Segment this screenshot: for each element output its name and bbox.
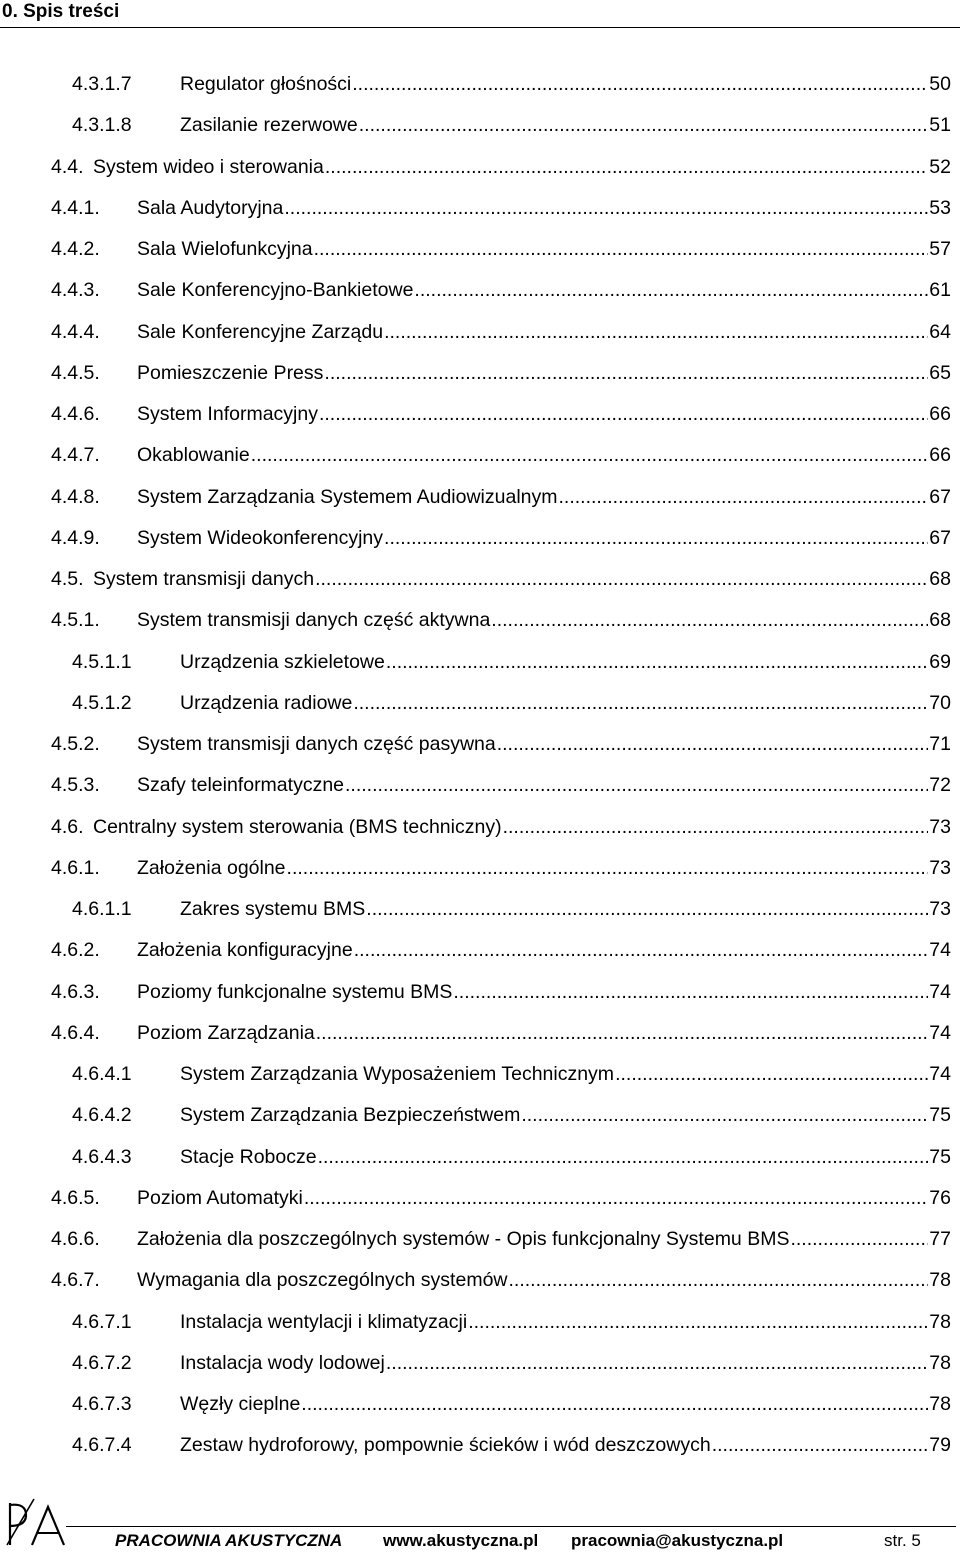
toc-entry-title: Zasilanie rezerwowe — [180, 114, 358, 136]
toc-entry-number: 4.6.6. — [51, 1228, 100, 1250]
page-header — [0, 0, 960, 30]
toc-entry-page: 61 — [929, 279, 951, 301]
toc-entry-title: Urządzenia radiowe — [180, 692, 353, 714]
toc-entry-page: 68 — [929, 568, 951, 590]
toc-entry-page: 73 — [929, 816, 951, 838]
toc-entry[interactable] — [72, 64, 951, 105]
toc-entry-page: 78 — [929, 1269, 951, 1291]
toc-entry-page: 75 — [929, 1104, 951, 1126]
toc-dot-leader — [324, 353, 928, 394]
toc-entry-number: 4.6.7.1 — [72, 1311, 132, 1333]
toc-entry-page: 72 — [929, 774, 951, 796]
toc-entry-number: 4.6.7.2 — [72, 1352, 132, 1374]
toc-dot-leader — [359, 105, 929, 146]
toc-dot-leader — [386, 642, 928, 683]
toc-entry-number: 4.6.7. — [51, 1269, 100, 1291]
toc-entry-page: 68 — [929, 609, 951, 631]
toc-dot-leader — [521, 1095, 928, 1136]
toc-entry-number: 4.4.8. — [51, 486, 100, 508]
toc-dot-leader — [384, 312, 928, 353]
toc-entry-page: 73 — [929, 898, 951, 920]
toc-entry-page: 76 — [929, 1187, 951, 1209]
toc-dot-leader — [352, 64, 928, 105]
toc-entry-number: 4.5.2. — [51, 733, 100, 755]
toc-entry-title: Sale Konferencyjne Zarządu — [137, 321, 384, 343]
toc-entry-number: 4.6.5. — [51, 1187, 100, 1209]
toc-entry[interactable] — [51, 807, 951, 848]
toc-entry[interactable] — [51, 477, 951, 518]
toc-entry-number: 4.5.3. — [51, 774, 100, 796]
toc-entry-page: 67 — [929, 527, 951, 549]
toc-dot-leader — [251, 435, 929, 476]
toc-entry-page: 74 — [929, 1022, 951, 1044]
toc-entry-page: 79 — [929, 1434, 951, 1456]
toc-entry[interactable] — [51, 270, 951, 311]
toc-entry-number: 4.6.1. — [51, 857, 100, 879]
toc-entry-title: Założenia dla poszczególnych systemów - Opis funkcjonalny Systemu BMS — [137, 1228, 790, 1250]
toc-dot-leader — [497, 724, 929, 765]
footer-email-link[interactable]: pracownia@akustyczna.pl — [571, 1531, 784, 1550]
toc-entry[interactable] — [72, 1384, 951, 1425]
toc-entry[interactable] — [51, 559, 951, 600]
toc-entry-number: 4.4.3. — [51, 279, 100, 301]
toc-entry-page: 78 — [929, 1393, 951, 1415]
toc-entry[interactable] — [72, 1425, 951, 1466]
toc-entry-number: 4.4.5. — [51, 362, 100, 384]
toc-entry-page: 70 — [929, 692, 951, 714]
toc-entry[interactable] — [51, 188, 951, 229]
toc-entry[interactable] — [51, 229, 951, 270]
toc-entry[interactable] — [72, 105, 951, 146]
toc-entry-number: 4.4.4. — [51, 321, 100, 343]
toc-entry-title: System Zarządzania Wyposażeniem Technicznym — [180, 1063, 615, 1085]
toc-entry-title: Poziom Automatyki — [137, 1187, 303, 1209]
toc-entry-title: Szafy teleinformatyczne — [137, 774, 345, 796]
toc-entry-title: Zakres systemu BMS — [180, 898, 366, 920]
footer-website-link[interactable]: www.akustyczna.pl — [383, 1531, 539, 1550]
toc-dot-leader — [386, 1343, 928, 1384]
toc-dot-leader — [325, 147, 928, 188]
toc-entry-title: System Zarządzania Bezpieczeństwem — [180, 1104, 521, 1126]
toc-dot-leader — [345, 765, 928, 806]
toc-dot-leader — [414, 270, 928, 311]
toc-dot-leader — [316, 1013, 929, 1054]
toc-entry[interactable] — [51, 1178, 951, 1219]
toc-entry[interactable] — [72, 1137, 951, 1178]
toc-entry-number: 4.5.1.2 — [72, 692, 132, 714]
toc-entry[interactable] — [72, 683, 951, 724]
toc-entry[interactable] — [51, 518, 951, 559]
toc-dot-leader — [319, 394, 928, 435]
footer-organization: PRACOWNIA AKUSTYCZNA — [115, 1531, 343, 1550]
toc-dot-leader — [354, 930, 929, 971]
toc-dot-leader — [366, 889, 928, 930]
toc-entry[interactable] — [51, 765, 951, 806]
toc-dot-leader — [301, 1384, 928, 1425]
toc-entry-page: 53 — [929, 197, 951, 219]
toc-dot-leader — [453, 972, 928, 1013]
toc-entry[interactable] — [51, 394, 951, 435]
toc-entry-title: Pomieszczenie Press — [137, 362, 324, 384]
toc-dot-leader — [712, 1425, 929, 1466]
toc-entry-page: 77 — [929, 1228, 951, 1250]
toc-entry-page: 78 — [929, 1311, 951, 1333]
pracownia-akustyczna-logo — [4, 1497, 68, 1547]
toc-entry-title: Węzły cieplne — [180, 1393, 301, 1415]
toc-entry[interactable] — [51, 930, 951, 971]
toc-entry[interactable] — [51, 724, 951, 765]
toc-dot-leader — [384, 518, 928, 559]
toc-dot-leader — [315, 559, 928, 600]
toc-entry-page: 71 — [929, 733, 951, 755]
toc-dot-leader — [314, 229, 929, 270]
toc-dot-leader — [304, 1178, 928, 1219]
toc-entry-title: Sale Konferencyjno-Bankietowe — [137, 279, 414, 301]
toc-entry-page: 66 — [929, 444, 951, 466]
toc-entry[interactable] — [51, 147, 951, 188]
toc-entry[interactable] — [72, 1343, 951, 1384]
header-divider — [0, 27, 960, 28]
toc-entry-title: Sala Wielofunkcyjna — [137, 238, 313, 260]
toc-entry-title: Regulator głośności — [180, 73, 352, 95]
toc-entry-number: 4.6.7.3 — [72, 1393, 132, 1415]
toc-entry-title: Stacje Robocze — [180, 1146, 317, 1168]
toc-entry-page: 67 — [929, 486, 951, 508]
toc-entry-number: 4.4.2. — [51, 238, 100, 260]
toc-entry-page: 69 — [929, 651, 951, 673]
toc-dot-leader — [468, 1302, 928, 1343]
toc-entry-title: Zestaw hydroforowy, pompownie ścieków i wód deszczowych — [180, 1434, 711, 1456]
toc-entry-number: 4.6.4. — [51, 1022, 100, 1044]
toc-entry-page: 74 — [929, 981, 951, 1003]
toc-entry-page: 57 — [929, 238, 951, 260]
toc-entry-title: Sala Audytoryjna — [137, 197, 284, 219]
toc-entry-title: System Wideokonferencyjny — [137, 527, 384, 549]
toc-entry[interactable] — [51, 1219, 951, 1260]
toc-dot-leader — [503, 807, 929, 848]
toc-entry[interactable] — [51, 1260, 951, 1301]
toc-entry-title: Założenia konfiguracyjne — [137, 939, 353, 961]
toc-entry-number: 4.5.1. — [51, 609, 100, 631]
toc-entry-page: 73 — [929, 857, 951, 879]
toc-entry-number: 4.6.1.1 — [72, 898, 132, 920]
toc-entry-number: 4.3.1.7 — [72, 73, 132, 95]
toc-dot-leader — [559, 477, 929, 518]
toc-entry-page: 65 — [929, 362, 951, 384]
toc-entry-title: Założenia ogólne — [137, 857, 286, 879]
toc-entry-number: 4.6.3. — [51, 981, 100, 1003]
toc-entry-number: 4.6. — [51, 816, 84, 838]
toc-entry[interactable] — [51, 972, 951, 1013]
toc-entry-page: 78 — [929, 1352, 951, 1374]
toc-entry[interactable] — [72, 1095, 951, 1136]
toc-entry-page: 75 — [929, 1146, 951, 1168]
toc-entry-number: 4.6.2. — [51, 939, 100, 961]
footer-divider — [66, 1526, 956, 1527]
toc-entry-title: System transmisji danych — [93, 568, 315, 590]
toc-entry-number: 4.5.1.1 — [72, 651, 132, 673]
toc-entry[interactable] — [51, 600, 951, 641]
page-footer — [0, 1495, 960, 1555]
toc-entry-title: System wideo i sterowania — [93, 156, 324, 178]
toc-entry-title: Centralny system sterowania (BMS techniczny) — [93, 816, 502, 838]
toc-entry-title: System Zarządzania Systemem Audiowizualnym — [137, 486, 558, 508]
toc-entry-title: Instalacja wody lodowej — [180, 1352, 385, 1374]
toc-dot-leader — [287, 848, 929, 889]
toc-entry[interactable] — [51, 848, 951, 889]
toc-entry-number: 4.6.4.1 — [72, 1063, 132, 1085]
toc-entry-title: Instalacja wentylacji i klimatyzacji — [180, 1311, 468, 1333]
toc-entry-number: 4.4. — [51, 156, 84, 178]
toc-dot-leader — [615, 1054, 928, 1095]
toc-entry-number: 4.4.6. — [51, 403, 100, 425]
toc-entry[interactable] — [72, 642, 951, 683]
toc-entry[interactable] — [51, 435, 951, 476]
toc-entry-title: System transmisji danych część aktywna — [137, 609, 491, 631]
footer-page-number: str. 5 — [884, 1531, 921, 1550]
toc-entry-number: 4.4.7. — [51, 444, 100, 466]
toc-entry-number: 4.6.7.4 — [72, 1434, 132, 1456]
toc-entry-number: 4.6.4.3 — [72, 1146, 132, 1168]
toc-entry-page: 64 — [929, 321, 951, 343]
toc-entry-title: Poziomy funkcjonalne systemu BMS — [137, 981, 453, 1003]
toc-entry-page: 52 — [929, 156, 951, 178]
toc-entry[interactable] — [72, 1302, 951, 1343]
toc-entry[interactable] — [51, 1013, 951, 1054]
toc-entry-number: 4.4.1. — [51, 197, 100, 219]
toc-dot-leader — [284, 188, 928, 229]
toc-entry-page: 51 — [929, 114, 951, 136]
toc-dot-leader — [509, 1260, 929, 1301]
toc-entry-page: 66 — [929, 403, 951, 425]
toc-entry[interactable] — [51, 353, 951, 394]
toc-entry-title: System transmisji danych część pasywna — [137, 733, 496, 755]
toc-entry[interactable] — [72, 889, 951, 930]
toc-entry[interactable] — [51, 312, 951, 353]
toc-entry-title: Poziom Zarządzania — [137, 1022, 315, 1044]
toc-entry-title: Wymagania dla poszczególnych systemów — [137, 1269, 508, 1291]
page-title: 0. Spis treści — [2, 1, 120, 22]
toc-dot-leader — [491, 600, 928, 641]
toc-dot-leader — [353, 683, 928, 724]
toc-entry-page: 74 — [929, 939, 951, 961]
toc-entry-title: Okablowanie — [137, 444, 250, 466]
toc-dot-leader — [790, 1219, 928, 1260]
toc-entry[interactable] — [72, 1054, 951, 1095]
toc-dot-leader — [318, 1137, 929, 1178]
toc-entry-title: Urządzenia szkieletowe — [180, 651, 385, 673]
toc-entry-number: 4.3.1.8 — [72, 114, 132, 136]
toc-entry-number: 4.4.9. — [51, 527, 100, 549]
toc-entry-page: 50 — [929, 73, 951, 95]
toc-entry-number: 4.5. — [51, 568, 84, 590]
toc-entry-title: System Informacyjny — [137, 403, 318, 425]
toc-entry-page: 74 — [929, 1063, 951, 1085]
toc-entry-number: 4.6.4.2 — [72, 1104, 132, 1126]
